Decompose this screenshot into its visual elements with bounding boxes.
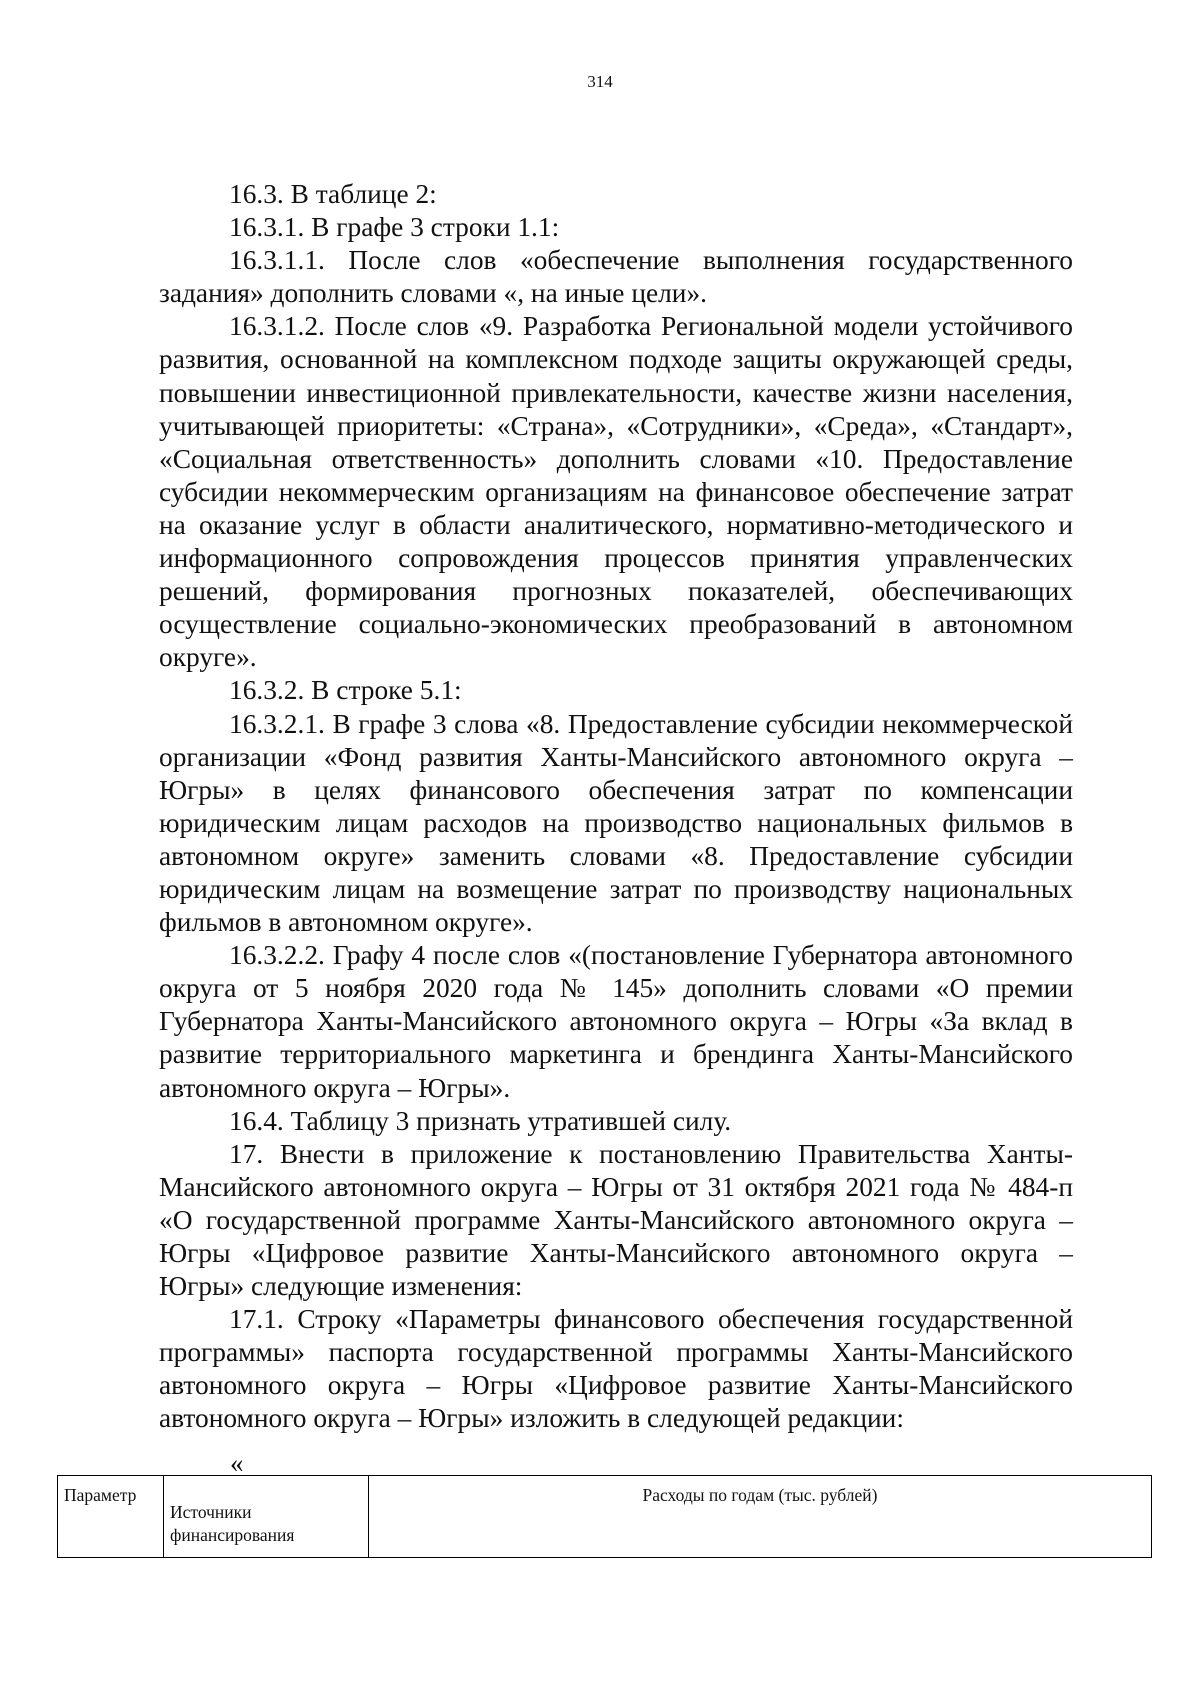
paragraph-16-3-2-2: 16.3.2.2. Графу 4 после слов «(постановление Губернатора автономного округа от 5 ноября 2020 года № 145» дополнить словами «О премии Губернатора Ханты-Мансийского автономного округа – Югры «За вклад в развитие территориального маркетинга и брендинга Ханты-Мансийского автономного округа – Югры». bbox=[159, 940, 1073, 1103]
table-header-row bbox=[58, 1476, 1152, 1558]
header-funding-sources bbox=[164, 1476, 369, 1558]
document-body bbox=[159, 178, 1073, 1436]
paragraph-16-4: 16.4. Таблицу 3 признать утратившей силу. bbox=[229, 1105, 732, 1136]
paragraph-16-3-1-1: 16.3.1.1. После слов «обеспечение выполнения государственного задания» дополнить словами «, на иные цели». bbox=[159, 245, 1073, 309]
paragraph-17: 17. Внести в приложение к постановлению Правительства Ханты-Мансийского автономного округа – Югры от 31 октября 2021 года № 484-п «О государственной программе Ханты-Мансийского автономного округа – Югры «Цифровое развитие Ханты-Мансийского автономного округа – Югры» следующие изменения: bbox=[159, 1138, 1073, 1302]
finance-parameters-table bbox=[57, 1475, 1152, 1558]
paragraph-16-3-2-1: 16.3.2.1. В графе 3 слова «8. Предоставление субсидии некоммерческой организации «Фонд развития Ханты-Мансийского автономного округа – Югры» в целях финансового обеспечения затрат по компенсации юридическим лицам расходов на производство национальных фильмов в автономном округе» заменить словами «8. Предоставление субсидии юридическим лицам на возмещение затрат по производству национальных фильмов в автономном округе». bbox=[159, 708, 1073, 938]
paragraph-16-3: 16.3. В таблице 2: bbox=[229, 179, 437, 209]
header-funding-sources-label: Источники финансирования bbox=[170, 1502, 295, 1545]
header-parameter: Параметр bbox=[58, 1476, 164, 1558]
paragraph-16-3-1: 16.3.1. В графе 3 строки 1.1: bbox=[229, 212, 560, 243]
header-expenses-by-year: Расходы по годам (тыс. рублей) bbox=[369, 1476, 1152, 1558]
paragraph-16-3-1-2: 16.3.1.2. После слов «9. Разработка Региональной модели устойчивого развития, основанной на комплексном подходе защиты окружающей среды, повышении инвестиционной привлекательности, качестве жизни населения, учитывающей приоритеты: «Страна», «Сотрудники», «Среда», «Стандарт», «Социальная ответственность» дополнить словами «10. Предоставление субсидии некоммерческим организациям на финансовое обеспечение затрат на оказание услуг в области аналитического, нормативно-методического и информационного сопровождения процессов принятия управленческих решений, формирования прогнозных показателей, обеспечивающих осуществление социально-экономических преобразований в автономном округе». bbox=[159, 311, 1073, 673]
paragraph-17-1: 17.1. Строку «Параметры финансового обеспечения государственной программы» паспорта государственной программы Ханты-Мансийского автономного округа – Югры «Цифровое развитие Ханты-Мансийского автономного округа – Югры» изложить в следующей редакции: bbox=[159, 1304, 1073, 1434]
opening-quote-mark: « bbox=[230, 1448, 244, 1478]
paragraph-16-3-2: 16.3.2. В строке 5.1: bbox=[229, 675, 462, 706]
page-number: 314 bbox=[587, 72, 613, 91]
